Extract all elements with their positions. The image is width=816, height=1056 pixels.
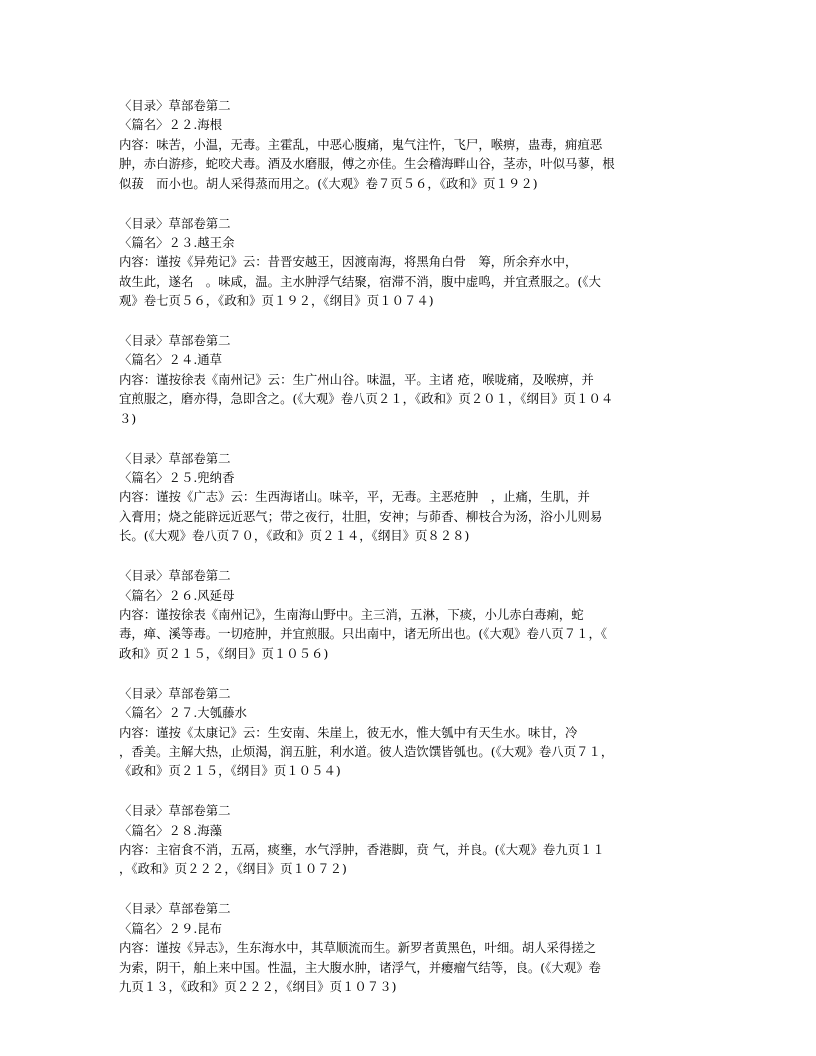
catalog-line: 〈目录〉草部卷第二 (119, 450, 231, 466)
catalog-line: 〈目录〉草部卷第二 (119, 98, 231, 113)
content-line: 似菝 而小也。胡人采得蒸而用之。(《大观》卷７页５６，《政和》页１９２) (119, 175, 538, 191)
content-line: 肿，赤白游疹，蛇咬犬毒。酒及水磨服，傅之亦佳。生会稽海畔山谷，茎赤，叶似马蓼，根 (119, 156, 615, 172)
entry-block (119, 684, 689, 781)
content-line: ３) (119, 410, 137, 426)
catalog-line: 〈目录〉草部卷第二 (119, 685, 231, 701)
title-line: 〈篇名〉２６.风延母 (119, 587, 235, 603)
content-line: 长。(《大观》卷八页７０，《政和》页２１４，《纲目》页８２８) (119, 528, 470, 544)
content-line: ，《政和》页２２２，《纲目》页１０７２) (119, 861, 347, 877)
content-line: 内容：谨按《异志》，生东海水中，其草顺流而生。新罗者黄黑色，叶细。胡人采得搓之 (119, 940, 597, 956)
content-line: 故生此，遂名 。味咸，温。主水肿浮气结聚，宿滞不消，腹中虚鸣，并宜煮服之。(《大 (119, 273, 601, 289)
content-line: 内容：谨按《异苑记》云：昔晋安越王，因渡南海，将黑角白骨 筹，所余弃水中， (119, 254, 578, 270)
catalog-line: 〈目录〉草部卷第二 (119, 568, 231, 584)
entry-block (119, 449, 689, 546)
content-line: 为索，阴干，舶上来中国。性温，主大腹水肿，诸浮气，并瘿瘤气结等，良。(《大观》卷 (119, 959, 601, 975)
entry-block (119, 96, 689, 193)
title-line: 〈篇名〉２３.越王余 (119, 234, 235, 250)
content-line: 《政和》页２１５，《纲目》页１０５４) (119, 763, 341, 779)
entry-block (119, 899, 689, 996)
title-line: 〈篇名〉２４.通草 (119, 352, 223, 368)
catalog-line: 〈目录〉草部卷第二 (119, 215, 231, 231)
content-line: 内容：谨按《太康记》云：生安南、朱崖上，彼无水，惟大瓠中有天生水。味甘，冷 (119, 724, 578, 740)
content-line: 内容：味苦，小温，无毒。主霍乱，中恶心腹痛，鬼气注忤，飞尸，喉痹，蛊毒，痈疽恶 (119, 136, 603, 152)
content-line: ，香美。主解大热，止烦渴，润五脏，利水道。彼人造饮馔皆瓠也。(《大观》卷八页７１， (119, 743, 614, 759)
content-line: 内容：谨按《广志》云：生西海诸山。味辛，平，无毒。主恶疮肿 ，止痛，生肌，并 (119, 489, 590, 505)
title-line: 〈篇名〉２５.兜纳香 (119, 470, 235, 486)
title-line: 〈篇名〉２７.大瓠藤水 (119, 705, 247, 721)
content-line: 观》卷七页５６，《政和》页１９２，《纲目》页１０７４) (119, 293, 434, 309)
content-line: 政和》页２１５，《纲目》页１０５６) (119, 645, 329, 661)
content-line: 内容：主宿食不消，五鬲，痰壅，水气浮肿，香港脚，贲 气，并良。(《大观》卷九页１１ (119, 842, 605, 858)
document-page (119, 96, 689, 1017)
title-line: 〈篇名〉２２.海根 (119, 117, 223, 133)
entry-block (119, 566, 689, 663)
content-line: 内容：谨按徐表《南州记》，生南海山野中。主三消，五淋，下痰，小儿赤白毒痢，蛇 (119, 606, 584, 622)
title-line: 〈篇名〉２９.昆布 (119, 920, 223, 936)
content-line: 九页１３，《政和》页２２２，《纲目》页１０７３) (119, 979, 397, 994)
entry-block (119, 801, 689, 879)
catalog-line: 〈目录〉草部卷第二 (119, 803, 231, 819)
title-line: 〈篇名〉２８.海藻 (119, 822, 223, 838)
content-line: 宜煎服之，磨亦得，急即含之。(《大观》卷八页２１，《政和》页２０１，《纲目》页１０４ (119, 391, 614, 407)
content-line: 入膏用；烧之能辟远近恶气；带之夜行，壮胆，安神；与茆香、柳枝合为汤，浴小儿则易 (119, 508, 603, 524)
catalog-line: 〈目录〉草部卷第二 (119, 901, 231, 917)
content-line: 内容：谨按徐表《南州记》云：生广州山谷。味温，平。主诸 疮，喉咙痛，及喉痹，并 (119, 371, 594, 387)
entry-block (119, 214, 689, 311)
entry-block (119, 331, 689, 428)
content-line: 毒，瘅、溪等毒。一切疮肿，并宜煎服。只出南中，诸无所出也。(《大观》卷八页７１，《 (119, 626, 608, 642)
catalog-line: 〈目录〉草部卷第二 (119, 333, 231, 349)
